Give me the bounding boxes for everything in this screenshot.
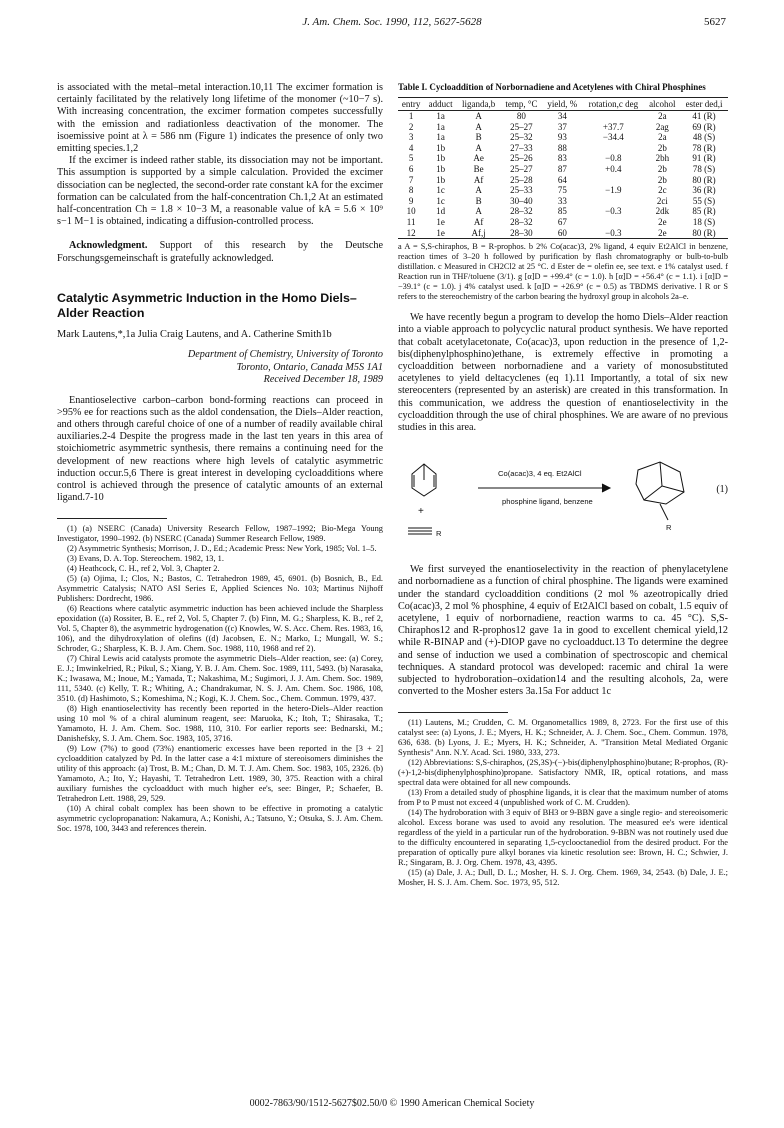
table-row [398, 143, 728, 154]
reaction-arrow [478, 484, 610, 492]
table-cell: 25–33 [510, 185, 533, 196]
table-cell: Af [473, 174, 484, 185]
table-cell: 12 [406, 227, 416, 238]
table-cell: 80 (R) [692, 227, 716, 238]
left-column [57, 82, 383, 834]
table-cell: 27–33 [510, 142, 533, 153]
table-footnotes: a A = S,S-chiraphos, B = R-prophos. b 2% Co(acac)3, 2% ligand, 4 equiv Et2AlCl in benzene, reaction times of 3–20 h followed by purification by flash chromatography or bulb-to-bulb distillation. c Measured in CH2Cl2 at 25 °C. d Ester de = olefin ee, see text. e 1% catalyst used. f Reaction run in THF/toluene (3/1). g [α]D = +99.4° (c = 1.0). h [α]D = +56.4° (c = 1.1). i [α]D = −39.1° (c = 1.0). j 4% catalyst used. k [α]D = +26.9° (c = 0.5) as TBDMS derivative. l R or S refers to the stereochemistry of the carbon bearing the hydroxyl group in alcohols 2a–e. [398, 242, 728, 302]
right-column [398, 82, 728, 888]
footnote: (4) Heathcock, C. H., ref 2, Vol. 3, Chapter 2. [67, 564, 220, 574]
table-cell: A [475, 111, 482, 121]
table-cell: B [475, 132, 482, 143]
table-cell: 33 [557, 195, 567, 206]
table-cell: −0.3 [605, 206, 622, 217]
table-cell [582, 175, 644, 186]
deltacyclene-structure [636, 462, 684, 520]
table-cell: 60 [557, 227, 567, 238]
table-cell: 7 [408, 174, 414, 185]
table-cell: 9 [408, 195, 414, 206]
table-cell: 2e [658, 216, 667, 227]
substituent-r-product: R [666, 523, 672, 533]
table-cell: −0.8 [605, 153, 622, 164]
footnote: (3) Evans, D. A. Top. Stereochem. 1982, 13, 1. [67, 554, 224, 564]
data-table [398, 97, 728, 239]
table-cell: 80 (R) [692, 174, 716, 185]
table-cell: Ae [473, 153, 484, 164]
table-cell: 11 [406, 216, 416, 227]
table-cell: 69 (R) [692, 121, 716, 132]
plus-sign: + [418, 506, 424, 518]
ack-text: Support of this research by the Deutsche Forschungsgemeinschaft is gratefully acknowledged. [57, 240, 383, 264]
table-cell: 1b [436, 142, 446, 153]
table-cell: 3 [408, 132, 414, 143]
table-cell: 1a [436, 111, 445, 121]
table-caption: Table I. Cycloaddition of Norbornadiene and Acetylenes with Chiral Phosphines [398, 82, 706, 92]
acetylene-structure [408, 528, 432, 534]
footnote: (2) Asymmetric Synthesis; Morrison, J. D., Ed.; Academic Press: New York, 1985; Vol. 1–5. [67, 544, 377, 554]
table-cell: 55 (S) [692, 195, 716, 206]
norbornadiene-structure [412, 464, 436, 496]
authors: Mark Lautens,*,1a Julia Craig Lautens, and A. Catherine Smith1b [57, 328, 332, 340]
table-cell: 1c [436, 185, 445, 196]
table-body [398, 111, 728, 239]
footnote: (12) Abbreviations: S,S-chiraphos, (2S,3S)-(−)-bis(diphenylphosphino)butane; R-prophos, (R)-(+)-1,2-bis(diphenylphosphino)propane. Satisfactory NMR, IR, optical rotations, and mass spectral data were obtained for all new compounds. [398, 758, 728, 788]
body-paragraph-4: We have recently begun a program to develop the homo Diels–Alder reaction into a viable approach to polycyclic natural product synthesis. We have reported that cobalt acetylacetonate, Co(acac)3, upon reduction in the presence of 1,2-bis(diphenylphosphino)ethane, is extremely effective in promoting a cycloaddition between norbornadiene and a variety of monosubstituted acetylenes to yield deltacyclenes (eq 1).11 Importantly, a total of six new stereocenters (represented by an asterisk) are created in this transformation. In this communication, we address the question of enantioselectivity in the cycloaddition through the use of chiral phosphines. We are aware of no previous studies in this area. [398, 312, 728, 433]
column-header: temp, °C [500, 98, 542, 111]
table-cell: 91 (R) [692, 153, 716, 164]
body-paragraph-3: Enantioselective carbon–carbon bond-forming reactions can proceed in >95% ee for reactions such as the aldol condensation, the Diels–Alder reaction, and others through careful choice of one of a number of readily available chiral auxiliaries.2-4 Despite the progress made in the last ten years in this area of stoichiometric asymmetric synthesis, there remains a continuing need for the development of new reactions where high levels of catalytic asymmetric induction occur.5,6 There is great interest in developing cycloadditions where control is achieved through the presence of catalytic amounts of an external ligand.7-10 [57, 394, 383, 504]
column-header: adduct [424, 98, 457, 111]
conditions-label: phosphine ligand, benzene [502, 497, 593, 507]
table-cell: 83 [557, 153, 567, 164]
table-cell: 25–27 [510, 121, 533, 132]
table-cell: A [475, 185, 482, 196]
table-cell: 30–40 [510, 195, 533, 206]
page-number: 5627 [704, 16, 726, 28]
table-cell: 1a [436, 132, 445, 143]
substituent-r-reactant: R [436, 529, 442, 539]
table-cell: 1e [436, 227, 445, 238]
table-cell [582, 217, 644, 228]
table-cell: −0.3 [605, 227, 622, 238]
table-row [398, 185, 728, 196]
table-cell: 88 [557, 142, 567, 153]
column-header: liganda,b [457, 98, 500, 111]
affiliation-line-2: Toronto, Ontario, Canada M5S 1A1 [236, 361, 383, 373]
table-cell: 28–32 [510, 216, 533, 227]
table-cell: 2ci [656, 195, 668, 206]
table-cell: Af,j [471, 227, 486, 238]
footnote: (1) (a) NSERC (Canada) University Research Fellow, 1987–1992; Bio-Mega Young Investigator, 1990–1992. (b) NSERC (Canada) Summer Research Fellow, 1989. [57, 524, 383, 544]
table-cell: 78 (R) [692, 142, 716, 153]
column-header: yield, % [542, 98, 582, 111]
footnote: (6) Reactions where catalytic asymmetric induction has been achieved include the Sharpless epoxidation ((a) Rossiter, B. E., ref 2, Vol. 5, Chapter 7. (b) Finn, M. G.; Sharpless, K. B., ref 2, Vol. 5, Chapter 8), the asymmetric hydrogenation ((c) Knowles, W. S. Acc. Chem. Res. 1983, 16, 106), and the dihydroxylation of olefins ((d) Jacobsen, E. N.; Marko, I.; Mungall, W. S.; Schroder, G.; Sharpless, K. B. J. Am. Chem. Soc. 1988, 110, 1968 and ref 2). [57, 604, 383, 654]
table-cell: 1b [436, 163, 446, 174]
table-cell: 5 [408, 153, 414, 164]
table-cell: 1c [436, 195, 445, 206]
table-cell: 36 (R) [692, 185, 716, 196]
table-cell: 2 [408, 121, 414, 132]
table-row [398, 175, 728, 186]
table-cell: 34 [557, 111, 567, 121]
acknowledgment [57, 240, 383, 264]
footnotes-left [57, 524, 383, 834]
table-cell: 18 (S) [692, 216, 716, 227]
body-paragraph-2: If the excimer is indeed rather stable, its dissociation may not be important. This assumption is supported by a simple calculation. Provided the excimer dissociation can be neglected, the second-order rate constant kA for the excimer formation can be calculated from the half-concentration Ch.1,2 At an estimated half-concentration Ch = 1.8 × 10−3 M, a reasonable value of kA = 5.6 × 10⁹ s−1 M−1 is obtained, indicating a diffusion-controlled process. [57, 155, 383, 228]
received-date: Received December 18, 1989 [263, 374, 383, 386]
copyright-footer: 0002-7863/90/1512-5627$02.50/0 © 1990 American Chemical Society [249, 1098, 535, 1109]
table-row [398, 206, 728, 217]
footnote: (11) Lautens, M.; Crudden, C. M. Organometallics 1989, 8, 2723. For the first use of this catalyst see: (a) Lyons, J. E.; Myers, H. K.; Schneider, A. J. Chem. Soc., Chem. Commun. 1978, 636, 638. (b) Lyons, J. E.; Myers, H. K.; Schneider, A. "Transition Metal Mediated Organic Synthesis" Ann. N.Y. Acad. Sci. 1980, 333, 273. [398, 718, 728, 758]
table-cell: 25–27 [510, 163, 533, 174]
table-cell: 2c [658, 185, 667, 196]
table-cell: 93 [557, 132, 567, 143]
table-cell: 80 [516, 111, 526, 121]
table-cell: 1b [436, 153, 446, 164]
table-cell: A [475, 121, 482, 132]
table-cell: 4 [408, 142, 414, 153]
table-cell: 2a [658, 111, 667, 121]
article-title: Catalytic Asymmetric Induction in the Homo Diels–Alder Reaction [57, 290, 357, 320]
table-cell: 1d [436, 206, 446, 217]
table-cell: 25–32 [510, 132, 533, 143]
table-cell: 2dk [655, 206, 670, 217]
table-row [398, 196, 728, 207]
table-cell: Af [473, 216, 484, 227]
table-cell: 41 (R) [692, 111, 716, 121]
table-cell: 1a [436, 121, 445, 132]
footnote: (5) (a) Ojima, I.; Clos, N.; Bastos, C. Tetrahedron 1989, 45, 6901. (b) Bosnich, B., Ed. Asymmetric Catalysis; NATO ASI Series E, Applied Sciences No. 103; Martinus Nijhoff Publishers: Dordrecht, 1986. [57, 574, 383, 604]
table-row [398, 228, 728, 239]
footnote: (7) Chiral Lewis acid catalysts promote the asymmetric Diels–Alder reaction, see: (a) Corey, E. J.; Imwinkelried, R.; Pikul, S.; Xiang, Y. B. J. Am. Chem. Soc. 1989, 111, 5493. (b) Narasaka, K.; Iwasawa, M.; Inoue, M.; Yamada, T.; Nakashima, M.; Sugimori, J. J. Am. Chem. Soc. 1989, 111, 5340. (c) Kelly, T. R.; Whiting, A.; Chandrakumar, N. S. J. Am. Chem. Soc. 1986, 108, 3510. (d) Hashimoto, S.; Komeshima, N.; Kogi, K. J. Chem. Soc., Chem. Commun. 1979, 437. [57, 654, 383, 704]
table-cell: 2bh [655, 153, 670, 164]
table-row [398, 164, 728, 175]
journal-citation: J. Am. Chem. Soc. 1990, 112, 5627-5628 [302, 16, 482, 28]
table-cell: 85 [557, 206, 567, 217]
footnote: (8) High enantioselectivity has recently been reported in the hetero-Diels–Alder reaction using 10 mol % of a chiral aluminum reagent, see: Maruoka, K.; Itoh, T.; Shirasaka, T.; Yamamoto, H. J. Am. Chem. Soc. 1988, 110, 310. For earlier reports see: Bednarski, M.; Danishefsky, S. J. Am. Chem. Soc. 1983, 105, 3716. [57, 704, 383, 744]
table-cell [582, 196, 644, 207]
footnote: (15) (a) Dale, J. A.; Dull, D. L.; Mosher, H. S. J. Org. Chem. 1969, 34, 2543. (b) Dale, J. E.; Mosher, H. S. J. Am. Chem. Soc. 1973, 95, 512. [398, 868, 728, 888]
footnote: (10) A chiral cobalt complex has been shown to be effective in promoting a catalytic asymmetric cyclopropanation: Nakamura, A.; Konishi, A.; Tatsuno, Y.; Otsuka, S. J. Am. Chem. Soc. 1978, 100, 3443 and references therein. [57, 804, 383, 834]
table-cell: 78 (S) [692, 163, 716, 174]
footnote: (9) Low (7%) to good (73%) enantiomeric excesses have been reported in the [3 + 2] cycloaddition catalyzed by Pd. In the latter case a 4:1 mixture of stereoisomers diminishes the utility of this approach: (a) Trost, B. M.; Chan, D. M. T. J. Am. Chem. Soc. 1983, 105, 2326. (b) Yamamoto, A.; Ito, Y.; Hayashi, T. Tetrahedron Lett. 1989, 30, 375. Reaction with a chiral auxiliary furnishes the cycloadduct with much higher ee's, see: Binger, P.; Schaefer, B. Tetrahedron Lett. 1988, 29, 529. [57, 744, 383, 804]
footnote: (13) From a detailed study of phosphine ligands, it is clear that the maximum number of atoms from P to P must not exceed 4 (unpublished work of C. M. Crudden). [398, 788, 728, 808]
equation-number: (1) [716, 484, 728, 496]
table-cell: −1.9 [605, 185, 622, 196]
table-row [398, 122, 728, 133]
table-cell: 1b [436, 174, 446, 185]
table-cell: 87 [557, 163, 567, 174]
table-cell: A [475, 142, 482, 153]
table-cell: 25–28 [510, 174, 533, 185]
table-cell: 1 [408, 111, 414, 121]
table-cell: 2e [658, 227, 667, 238]
table-cell: 28–30 [510, 227, 533, 238]
table-row [398, 132, 728, 143]
table-cell: 37 [557, 121, 567, 132]
body-paragraph-1: is associated with the metal–metal interaction.10,11 The excimer formation is certainly facilitated by the relatively long lifetime of the monomer (~10−7 s). With increasing concentration, the excimer formation competes successfully with the emission and radiationless deactivation of the monomer. The isoemissive point at λ = 586 nm (Figure 1) indicates the presence of only two emitting species.1,2 [57, 82, 383, 155]
column-header: ester ded,i [680, 98, 728, 111]
table-cell: +0.4 [605, 163, 622, 174]
table-cell: 2ag [655, 121, 669, 132]
table-cell: 48 (S) [692, 132, 716, 143]
table-cell: 2b [657, 163, 667, 174]
footnotes-right [398, 718, 728, 888]
footnote-rule [57, 518, 167, 519]
table-cell: 28–32 [510, 206, 533, 217]
table-cell: 67 [557, 216, 567, 227]
table-cell: Be [473, 163, 484, 174]
table-cell: 25–26 [510, 153, 533, 164]
reaction-scheme [398, 444, 728, 556]
table-header-row [398, 98, 728, 111]
column-header: alcohol [645, 98, 681, 111]
column-header: rotation,c deg [582, 98, 644, 111]
table-cell: 2b [657, 174, 667, 185]
table-cell: 6 [408, 163, 414, 174]
table-row [398, 217, 728, 228]
table-row [398, 111, 728, 122]
column-header: entry [398, 98, 424, 111]
table-cell [582, 143, 644, 154]
table-cell: 2a [658, 132, 667, 143]
table-cell: +37.7 [602, 121, 624, 132]
table-cell: 10 [406, 206, 416, 217]
table-cell: 85 (R) [692, 206, 716, 217]
table-cell [582, 111, 644, 122]
reagent-label: Co(acac)3, 4 eq. Et2AlCl [498, 469, 582, 479]
table-cell: 2b [657, 142, 667, 153]
table-cell: 8 [408, 185, 414, 196]
table-cell: 64 [557, 174, 567, 185]
footnote: (14) The hydroboration with 3 equiv of BH3 or 9-BBN gave a single regio- and stereoisomeric alcohol. Excess borane was used to avoid any resolution. The measured ee's were identical regardless of the yield in a particular run of the hydroboration. 9-BBN was not routinely used due to the difficulty encountered in separating 1,5-cyclooctanediol from the desired product. For the preparation of optically pure alkyl boranes via kinetic resolution see: Brown, H. C.; Schwier, J. R.; Singaram, B. J. Org. Chem. 1978, 43, 4395. [398, 808, 728, 868]
table-cell: A [475, 206, 482, 217]
table-cell: 1e [436, 216, 445, 227]
table-row [398, 153, 728, 164]
running-header [0, 16, 784, 32]
ack-label: Acknowledgment. [69, 240, 148, 252]
table-cell: 75 [557, 185, 567, 196]
body-paragraph-5: We first surveyed the enantioselectivity in the reaction of phenylacetylene and norbornadiene as a function of chiral phosphine. The ligands were examined under the standard cycloaddition conditions (2 mol % azeotropically dried Co(acac)3, 2 mol % phosphine, 4 equiv of Et2AlCl based on cobalt, 1.5 equiv of acetylene, 1 equiv of norbornadiene, reaction warms to ca. 45 °C). S,S-Chiraphos12 and R-prophos12 gave 1a in good to excellent chemical yield,12 while R-BINAP and (+)-DIOP gave no cycloadduct.13 To determine the degree and sense of induction we used a combination of spectroscopic and chemical techniques. A standard protocol was developed: racemic and chiral 1a were subjected to hydroboration–oxidation14 and the resulting alcohols, 2a, were converted to the Mosher esters 3a.15a For adduct 1c [398, 564, 728, 698]
affiliation [57, 349, 383, 386]
table-cell: B [475, 195, 482, 206]
table-cell: −34.4 [602, 132, 624, 143]
footnote-rule [398, 712, 508, 713]
affiliation-line-1: Department of Chemistry, University of Toronto [187, 349, 383, 361]
